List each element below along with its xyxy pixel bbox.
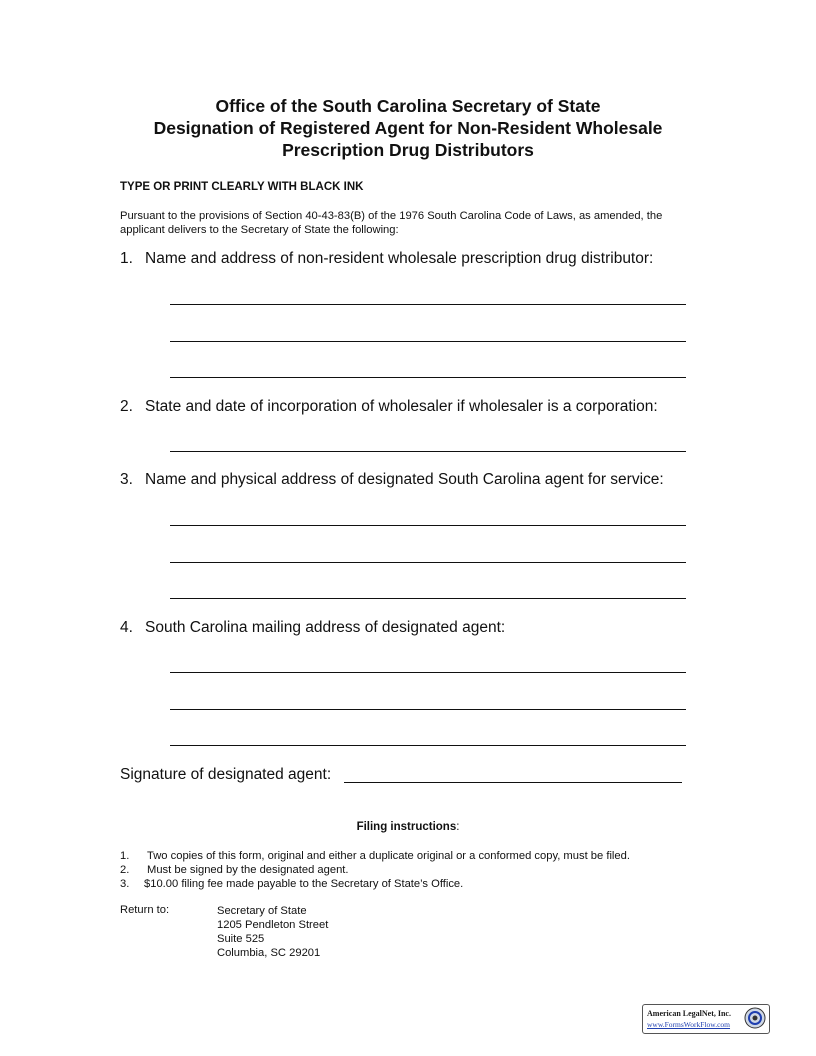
return-address-line-1: Secretary of State — [217, 905, 307, 917]
title-line-1: Office of the South Carolina Secretary of State — [215, 96, 601, 116]
q3-answer-line-2[interactable] — [170, 562, 686, 563]
question-1-number: 1. — [120, 250, 133, 267]
filing-item-3-number: 3. — [120, 878, 130, 890]
q1-answer-line-1[interactable] — [170, 304, 686, 305]
return-address-line-2: 1205 Pendleton Street — [217, 919, 329, 931]
q4-answer-line-2[interactable] — [170, 709, 686, 710]
question-4-text: South Carolina mailing address of designated agent: — [145, 619, 506, 636]
title-line-2: Designation of Registered Agent for Non-Resident Wholesale — [153, 118, 663, 138]
question-2-number: 2. — [120, 398, 133, 415]
question-3-number: 3. — [120, 471, 133, 488]
filing-item-1-number: 1. — [120, 850, 130, 862]
return-address-line-3: Suite 525 — [217, 933, 265, 945]
question-3 — [120, 471, 664, 489]
signature-label: Signature of designated agent: — [120, 766, 332, 783]
q3-answer-line-3[interactable] — [170, 598, 686, 599]
filing-item-1-text: Two copies of this form, original and either a duplicate original or a conformed copy, must be filed. — [147, 850, 630, 862]
logo-url-link[interactable]: www.FormsWorkFlow.com — [647, 1020, 731, 1029]
form-title — [0, 95, 816, 161]
q2-answer-line-1[interactable] — [170, 451, 686, 452]
filing-title-colon: : — [456, 821, 460, 833]
filing-instructions-title — [0, 821, 816, 833]
q1-answer-line-2[interactable] — [170, 341, 686, 342]
filing-item-2-text: Must be signed by the designated agent. — [147, 864, 349, 876]
q4-answer-line-3[interactable] — [170, 745, 686, 746]
filing-item-3-text: $10.00 filing fee made payable to the Secretary of State’s Office. — [144, 878, 464, 890]
question-4 — [120, 619, 505, 637]
question-2 — [120, 398, 658, 416]
question-1 — [120, 250, 653, 268]
globe-icon — [744, 1007, 766, 1029]
signature-line[interactable] — [344, 782, 682, 783]
list-item — [120, 863, 630, 877]
return-address-line-4: Columbia, SC 29201 — [217, 947, 321, 959]
title-line-3: Prescription Drug Distributors — [282, 140, 534, 160]
question-2-text: State and date of incorporation of wholesaler if wholesaler is a corporation: — [145, 398, 658, 415]
logo-company-name: American LegalNet, Inc. — [647, 1009, 731, 1018]
question-3-text: Name and physical address of designated South Carolina agent for service: — [145, 471, 664, 488]
q3-answer-line-1[interactable] — [170, 525, 686, 526]
legalnet-logo[interactable] — [642, 1004, 770, 1034]
ink-instruction: TYPE OR PRINT CLEARLY WITH BLACK INK — [120, 181, 364, 193]
return-address — [217, 904, 328, 960]
filing-title-text: Filing instructions — [356, 821, 457, 833]
list-item — [120, 849, 630, 863]
question-1-text: Name and address of non-resident wholesale prescription drug distributor: — [145, 250, 654, 267]
filing-instructions-list — [120, 849, 630, 891]
list-item — [120, 877, 630, 891]
q4-answer-line-1[interactable] — [170, 672, 686, 673]
question-4-number: 4. — [120, 619, 133, 636]
return-to-label: Return to: — [120, 904, 170, 916]
filing-item-2-number: 2. — [120, 864, 130, 876]
q1-answer-line-3[interactable] — [170, 377, 686, 378]
intro-paragraph: Pursuant to the provisions of Section 40-43-83(B) of the 1976 South Carolina Code of Laws, as amended, the applicant delivers to the Secretary of State the following: — [120, 210, 663, 236]
